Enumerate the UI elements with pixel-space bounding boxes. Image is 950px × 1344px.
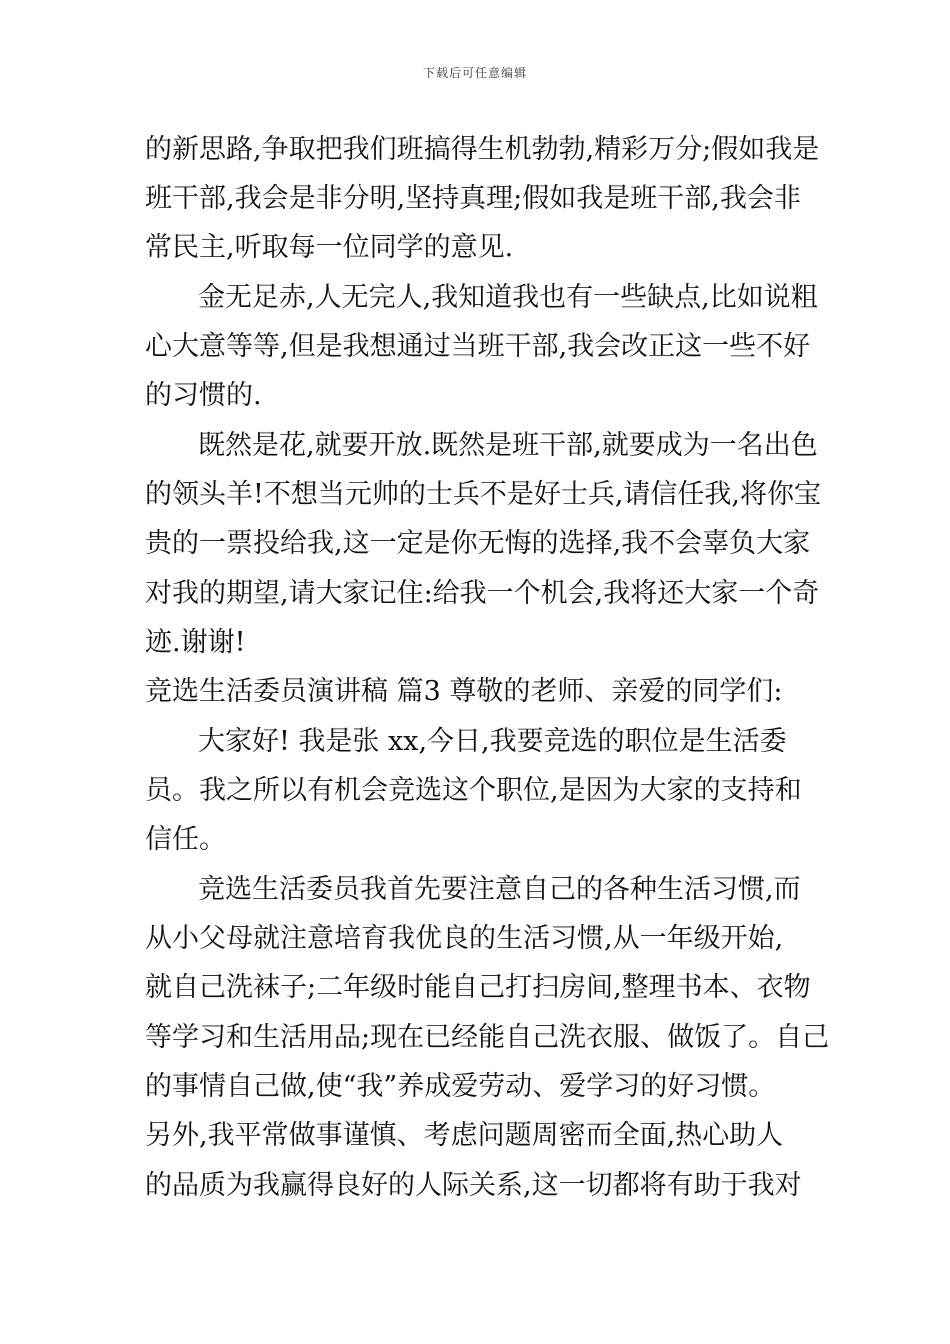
- text-line: 对我的期望,请大家记住:给我一个机会,我将还大家一个奇: [145, 578, 820, 609]
- text-line: 的领头羊!不想当元帅的士兵不是好士兵,请信任我,将你宝: [145, 479, 822, 510]
- text-line: 等学习和生活用品;现在已经能自己洗衣服、做饭了。自己: [145, 1022, 830, 1053]
- text-line: 另外,我平常做事谨慎、考虑问题周密而全面,热心助人: [145, 1120, 784, 1151]
- text-line: 信任。: [145, 824, 226, 855]
- text-line: 的事情自己做,使“我”养成爱劳动、爱学习的好习惯。: [145, 1071, 776, 1102]
- text-line: 常民主,听取每一位同学的意见.: [145, 232, 514, 263]
- text-line: 班干部,我会是非分明,坚持真理;假如我是班干部,我会非: [145, 183, 801, 214]
- text-line: 竞选生活委员我首先要注意自己的各种生活习惯,而: [198, 874, 801, 905]
- text-line: 大家好! 我是张 xx,今日,我要竞选的职位是生活委: [198, 726, 787, 757]
- section-heading-line: 竞选生活委员演讲稿 篇3 尊敬的老师、亲爱的同学们:: [145, 676, 783, 707]
- text-line: 从小父母就注意培育我优良的生活习惯,从一年级开始,: [145, 923, 784, 954]
- text-line: 的品质为我赢得良好的人际关系,这一切都将有助于我对: [145, 1170, 802, 1201]
- text-line: 的习惯的.: [145, 380, 262, 411]
- page-header: 下载后可任意编辑: [422, 66, 527, 80]
- text-line: 就自己洗袜子;二年级时能自己打扫房间,整理书本、衣物: [145, 972, 811, 1003]
- text-line: 迹.谢谢!: [145, 627, 246, 658]
- text-line: 的新思路,争取把我们班搞得生机勃勃,精彩万分;假如我是: [145, 134, 820, 165]
- text-line: 金无足赤,人无完人,我知道我也有一些缺点,比如说粗: [198, 282, 818, 313]
- text-line: 员。我之所以有机会竞选这个职位,是因为大家的支持和: [145, 775, 802, 806]
- text-line: 心大意等等,但是我想通过当班干部,我会改正这一些不好: [145, 331, 811, 362]
- text-line: 既然是花,就要开放.既然是班干部,就要成为一名出色: [198, 430, 818, 461]
- text-line: 贵的一票投给我,这一定是你无悔的选择,我不会辜负大家: [145, 528, 811, 559]
